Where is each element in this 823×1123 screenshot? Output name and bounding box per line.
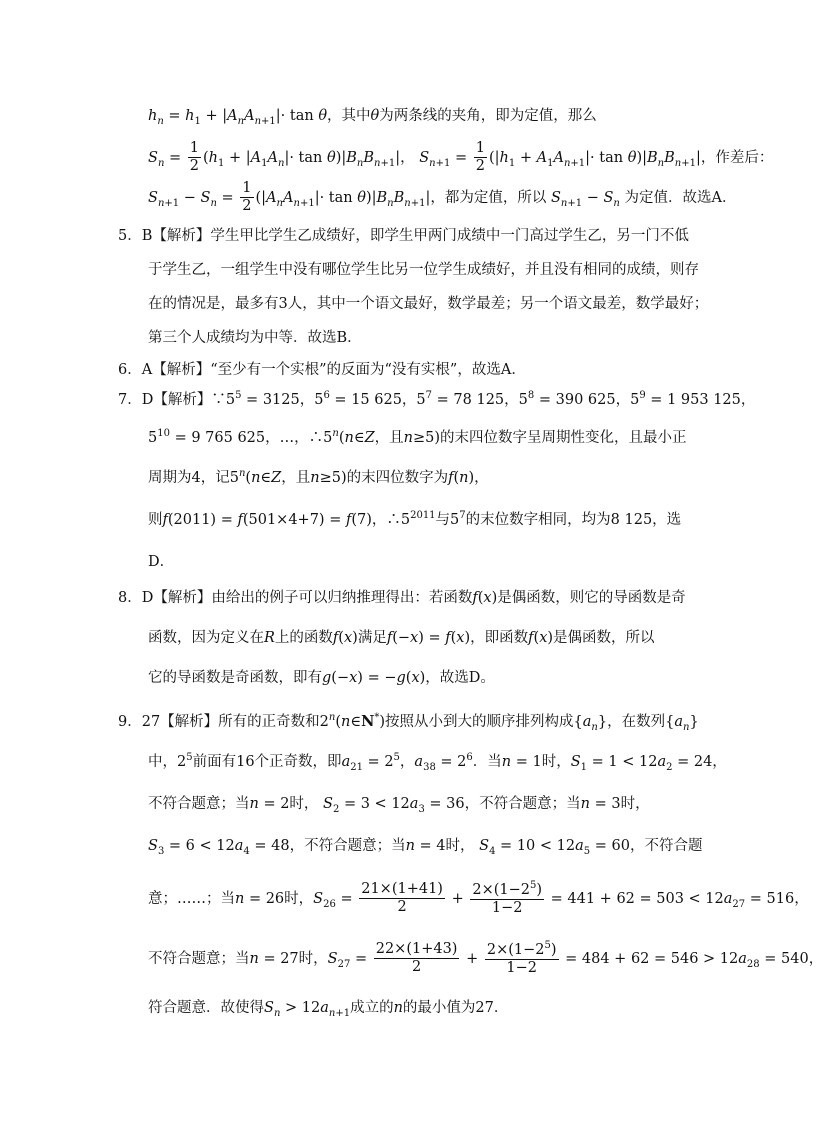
line-text: 6．A【解析】“至少有一个实根”的反面为“没有实根”，故选A． <box>118 362 526 378</box>
q5-line-1 <box>118 228 689 245</box>
line-difference: $S_{n+1} - S_n$ = $\frac{1}{2}$ $(|A_nA_{n+1}|\cdot \tan \theta)|B_nB_{n+1}|$，都为定值，所以 $S_{n+1} - S_n$ 为定值．故选A． <box>148 180 737 215</box>
q5-line-3 <box>148 296 708 313</box>
line-sn-formula: $S_n$ = $\frac{1}{2}$ $(h_1 + |A_1A_n|\cdot \tan \theta)|B_nB_{n+1}|$， $S_{n+1}$ = $\frac{1}{2}$ $(|h_1 + A_1A_{n+1}|\cdot \tan \theta)|B_nB_{n+1}|$，作差后： <box>148 140 774 175</box>
q8-line-2: 函数，因为定义在R上的函数f(x)满足f(−x) = f(x)，即函数f(x)是偶函数，所以 <box>148 630 655 646</box>
q9-line-5: 意；……；当n = 26时，$S_{26}$ = $\frac{21\times(1+41)}{2}$ + $\frac{2\times(1-2^5)}{1-2}$ = $441 + 62 = 503 < 12a_{27} = 516$， <box>148 880 809 917</box>
q9-line-4: $S_3 = 6 < 12a_4 = 48$，不符合题意；当n = 4时， $S_4 = 10 < 12a_5 = 60$，不符合题 <box>148 838 703 857</box>
q5-line-4 <box>148 330 362 347</box>
q7-line-2: $5^{10} = 9$ 765 625，…，∴5$^n$(n∈Z，且n≥5)的末四位数字呈周期性变化，且最小正 <box>148 428 687 446</box>
q7-line-4: 则f(2011) = f(501×4+7) = f(7)，$\therefore 5^{2011}$与$5^7$的末位数字相同，均为8 125，选 <box>148 510 682 528</box>
line-hn-formula: $h_n = h_1 + |A_nA_{n+1}|\cdot \tan \theta$，其中θ为两条线的夹角，即为定值，那么 <box>148 108 597 127</box>
q9-line-7: 符合题意．故使得$S_n > 12a_{n+1}$成立的n的最小值为27． <box>148 1000 509 1019</box>
q8-line-3: 它的导函数是奇函数，即有g(−x) = −g(x)，故选D。 <box>148 670 495 686</box>
q9-line-6: 不符合题意；当n = 27时，$S_{27}$ = $\frac{22\times(1+43)}{2}$ + $\frac{2\times(1-2^5)}{1-2}$ = $484 + 62 = 546 > 12a_{28} = 540$， <box>148 940 823 977</box>
q9-line-3: 不符合题意；当n = 2时， $S_2 = 3 < 12a_3 = 36$，不符合题意；当n = 3时， <box>148 796 650 815</box>
line-text: 于学生乙，一组学生中没有哪位学生比另一位学生成绩好，并且没有相同的成绩，则存 <box>148 262 699 278</box>
q8-line-1: 8．D【解析】由给出的例子可以归纳推理得出：若函数f(x)是偶函数，则它的导函数是奇 <box>118 590 686 606</box>
line-text: 在的情况是，最多有3人，其中一个语文最好，数学最差；另一个语文最差，数学最好； <box>148 296 709 312</box>
q7-line-3: 周期为4，记5$^n$(n∈Z，且n≥5)的末四位数字为f(n)， <box>148 468 489 486</box>
q7-line-1: 7．D【解析】$\because 5^5 = 3125$，$5^6 = 15$ 625，$5^7 = 78$ 125，$5^8 = 390$ 625，$5^9 = 1$ 953 125， <box>118 390 756 408</box>
line-text: 5．B【解析】学生甲比学生乙成绩好，即学生甲两门成绩中一门高过学生乙，另一门不低 <box>118 228 689 244</box>
line-text: 第三个人成绩均为中等．故选B． <box>148 330 362 346</box>
q9-line-2: 中，$2^5$前面有16个正奇数，即$a_{21} = 2^5$，$a_{38} = 2^6$．当n = 1时，$S_1 = 1 < 12a_2 = 24$， <box>148 752 727 773</box>
q7-line-5 <box>148 554 174 571</box>
q9-line-1: 9．27【解析】所有的正奇数和2$^n$(n∈N*)按照从小到大的顺序排列构成$\{a_n\}$，在数列$\{a_n\}$ <box>118 712 699 733</box>
line-text: D． <box>148 554 175 570</box>
q5-line-2 <box>148 262 699 279</box>
q6-line-1 <box>118 362 526 379</box>
